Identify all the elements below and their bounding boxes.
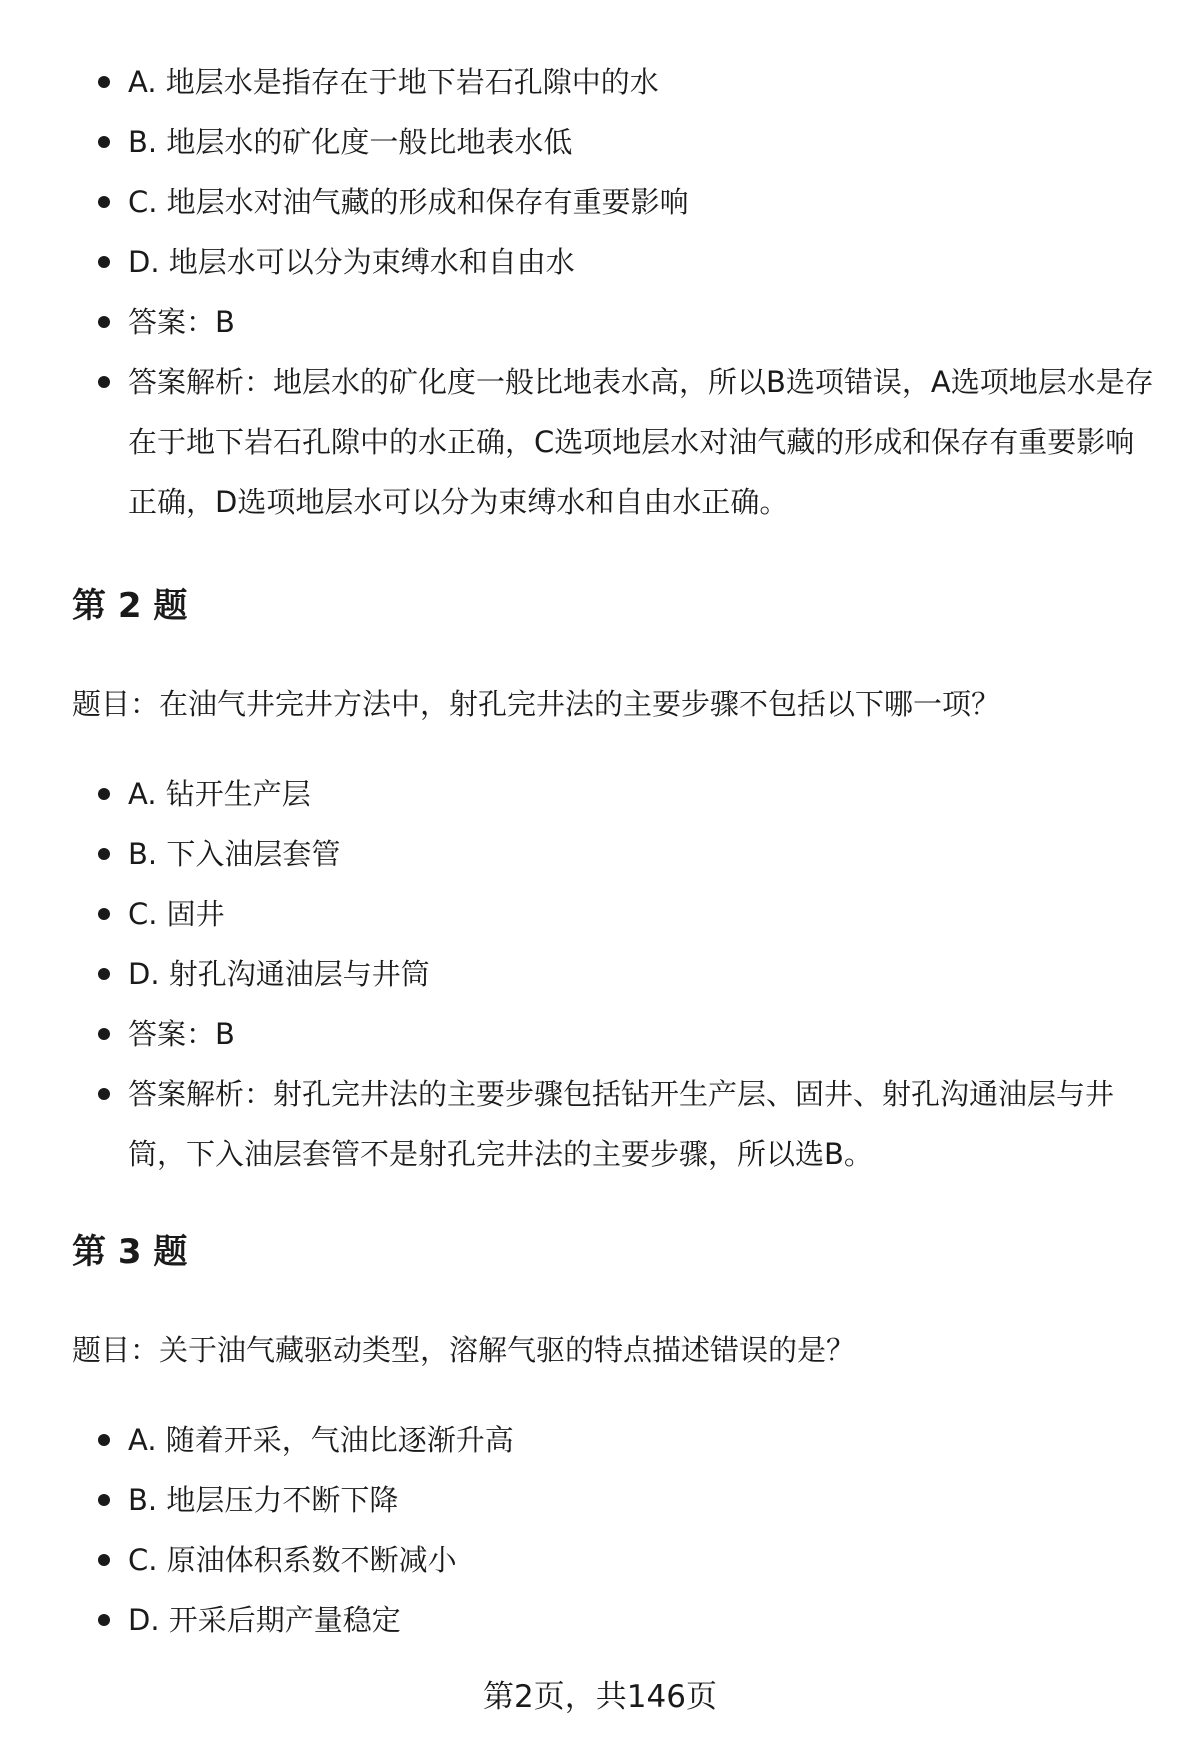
q1-answer [72,292,1162,352]
explanation-text: 答案解析：地层水的矿化度一般比地表水高，所以B选项错误，A选项地层水是存在于地下岩石孔隙中的水正确，C选项地层水对油气藏的形成和保存有重要影响正确，D选项地层水可以分为束缚水和自由水正确。 [128,365,1154,519]
bullet-icon [98,1028,110,1040]
option-text: A. 随着开采，气油比逐渐升高 [128,1423,514,1457]
bullet-icon [98,1088,110,1100]
bullet-icon [98,136,110,148]
bullet-icon [98,76,110,88]
option-text: A. 地层水是指存在于地下岩石孔隙中的水 [128,65,659,99]
bullet-icon [98,316,110,328]
q2-heading: 第 2 题 [72,586,188,626]
option-text: B. 地层压力不断下降 [128,1483,399,1517]
q2-option-c [72,884,1162,944]
explanation-text: 答案解析：射孔完井法的主要步骤包括钻开生产层、固井、射孔沟通油层与井筒，下入油层套管不是射孔完井法的主要步骤，所以选B。 [128,1077,1115,1171]
q3-option-d [72,1590,1162,1650]
bullet-icon [98,376,110,388]
bullet-icon [98,196,110,208]
option-text: B. 地层水的矿化度一般比地表水低 [128,125,573,159]
option-text: C. 地层水对油气藏的形成和保存有重要影响 [128,185,689,219]
bullet-icon [98,1494,110,1506]
q2-option-list [72,764,1162,1184]
q2-option-b [72,824,1162,884]
option-text: B. 下入油层套管 [128,837,341,871]
q1-option-list [72,52,1162,532]
bullet-icon [98,908,110,920]
answer-text: 答案：B [128,305,235,339]
option-text: C. 原油体积系数不断减小 [128,1543,457,1577]
q2-answer [72,1004,1162,1064]
q3-option-b [72,1470,1162,1530]
q1-option-b [72,112,1162,172]
q3-option-list [72,1410,1162,1650]
bullet-icon [98,1434,110,1446]
option-text: D. 开采后期产量稳定 [128,1603,401,1637]
bullet-icon [98,1554,110,1566]
q2-option-d [72,944,1162,1004]
bullet-icon [98,1614,110,1626]
q1-option-d [72,232,1162,292]
q1-explanation [72,352,1162,532]
option-text: D. 地层水可以分为束缚水和自由水 [128,245,575,279]
q1-option-c [72,172,1162,232]
option-text: D. 射孔沟通油层与井筒 [128,957,430,991]
q3-question: 题目：关于油气藏驱动类型，溶解气驱的特点描述错误的是？ [72,1333,856,1367]
q2-explanation [72,1064,1162,1184]
q1-option-a [72,52,1162,112]
bullet-icon [98,968,110,980]
answer-text: 答案：B [128,1017,235,1051]
q2-question: 题目：在油气井完井方法中，射孔完井法的主要步骤不包括以下哪一项？ [72,687,1001,721]
option-text: C. 固井 [128,897,225,931]
q3-option-a [72,1410,1162,1470]
bullet-icon [98,788,110,800]
bullet-icon [98,256,110,268]
q3-option-c [72,1530,1162,1590]
q2-option-a [72,764,1162,824]
q3-heading: 第 3 题 [72,1232,188,1272]
page-number: 第2页，共146页 [483,1679,717,1715]
bullet-icon [98,848,110,860]
option-text: A. 钻开生产层 [128,777,311,811]
